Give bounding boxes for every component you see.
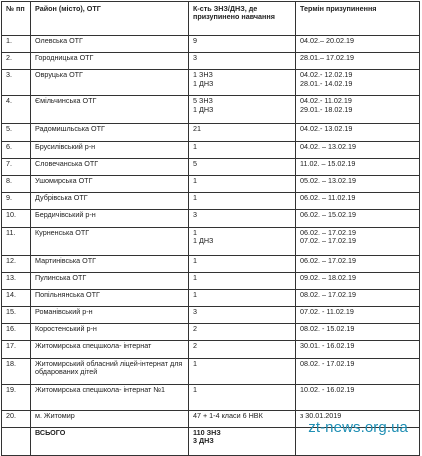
row-number: 6. — [2, 141, 31, 158]
row-district: Пулинська ОТГ — [31, 272, 189, 289]
row-count: 1 ЗНЗ 1 ДНЗ — [189, 70, 296, 96]
row-district: Бердичівський р-н — [31, 210, 189, 227]
row-number: 14. — [2, 289, 31, 306]
total-label: ВСЬОГО — [31, 427, 189, 455]
row-number: 3. — [2, 70, 31, 96]
row-number: 13. — [2, 272, 31, 289]
row-term: 06.02. – 15.02.19 — [296, 210, 420, 227]
row-count: 5 ЗНЗ 1 ДНЗ — [189, 96, 296, 124]
row-number: 5. — [2, 124, 31, 141]
row-district: Мартинівська ОТГ — [31, 255, 189, 272]
row-count: 3 — [189, 53, 296, 70]
row-district: Городницька ОТГ — [31, 53, 189, 70]
row-term: з 30.01.2019 — [296, 410, 420, 427]
row-term: 04.02.- 12.02.19 28.01.- 14.02.19 — [296, 70, 420, 96]
table-row — [2, 272, 420, 289]
row-district: Романівський р-н — [31, 307, 189, 324]
row-number: 7. — [2, 158, 31, 175]
table-row — [2, 141, 420, 158]
row-term: 04.02. – 13.02.19 — [296, 141, 420, 158]
row-term: 06.02. – 17.02.19 — [296, 255, 420, 272]
table-row — [2, 341, 420, 358]
header-district: Район (місто), ОТГ — [31, 2, 189, 36]
row-number: 17. — [2, 341, 31, 358]
row-district: Олевська ОТГ — [31, 36, 189, 53]
table-row — [2, 384, 420, 410]
row-district: Словечанська ОТГ — [31, 158, 189, 175]
row-term: 04.02.- 13.02.19 — [296, 124, 420, 141]
header-number: № пп — [2, 2, 31, 36]
row-term: 04.02.- 11.02.19 29.01.- 18.02.19 — [296, 96, 420, 124]
row-number: 1. — [2, 36, 31, 53]
table-row — [2, 158, 420, 175]
row-district: Ушомирська ОТГ — [31, 175, 189, 192]
row-term: 28.01.– 17.02.19 — [296, 53, 420, 70]
site-watermark: zt-news.org.ua — [308, 419, 408, 436]
row-term: 06.02. – 17.02.19 07.02. – 17.02.19 — [296, 227, 420, 255]
table-row — [2, 227, 420, 255]
row-term: 06.02. – 11.02.19 — [296, 193, 420, 210]
row-term: 05.02. – 13.02.19 — [296, 175, 420, 192]
table-row — [2, 36, 420, 53]
row-district: Попільнянська ОТГ — [31, 289, 189, 306]
table-row — [2, 289, 420, 306]
row-count: 3 — [189, 210, 296, 227]
row-term: 08.02. - 17.02.19 — [296, 358, 420, 384]
row-count: 1 — [189, 384, 296, 410]
row-count: 1 — [189, 255, 296, 272]
row-count: 1 — [189, 289, 296, 306]
table-row — [2, 255, 420, 272]
row-number: 20. — [2, 410, 31, 427]
row-district: Радомишльська ОТГ — [31, 124, 189, 141]
header-row — [2, 2, 420, 36]
table-row — [2, 358, 420, 384]
row-term: 04.02.– 20.02.19 — [296, 36, 420, 53]
row-term: 30.01. - 16.02.19 — [296, 341, 420, 358]
row-district: Овруцька ОТГ — [31, 70, 189, 96]
row-number: 9. — [2, 193, 31, 210]
row-district: Брусилівський р-н — [31, 141, 189, 158]
row-count: 3 — [189, 307, 296, 324]
row-number: 4. — [2, 96, 31, 124]
row-term: 10.02. - 16.02.19 — [296, 384, 420, 410]
total-number-cell — [2, 427, 31, 455]
row-district: Дубрівська ОТГ — [31, 193, 189, 210]
row-number: 10. — [2, 210, 31, 227]
table-row — [2, 175, 420, 192]
row-district: м. Житомир — [31, 410, 189, 427]
row-district: Житомирський обласний ліцей-інтернат для обдарованих дітей — [31, 358, 189, 384]
row-number: 12. — [2, 255, 31, 272]
row-district: Курненська ОТГ — [31, 227, 189, 255]
table-row — [2, 307, 420, 324]
row-term: 08.02. – 17.02.19 — [296, 289, 420, 306]
table-row — [2, 124, 420, 141]
row-term: 09.02. – 18.02.19 — [296, 272, 420, 289]
schools-suspension-table — [1, 1, 420, 456]
row-number: 15. — [2, 307, 31, 324]
row-term: 07.02. - 11.02.19 — [296, 307, 420, 324]
row-number: 8. — [2, 175, 31, 192]
table-row — [2, 70, 420, 96]
row-term: 08.02. - 15.02.19 — [296, 324, 420, 341]
row-number: 19. — [2, 384, 31, 410]
row-district: Коростенський р-н — [31, 324, 189, 341]
row-district: Ємільчинська ОТГ — [31, 96, 189, 124]
row-district: Житомирська спецшкола- інтернат — [31, 341, 189, 358]
row-count: 2 — [189, 341, 296, 358]
row-count: 1 — [189, 358, 296, 384]
table-row — [2, 210, 420, 227]
row-district: Житомирська спецшкола- інтернат №1 — [31, 384, 189, 410]
row-count: 1 — [189, 175, 296, 192]
table-row — [2, 96, 420, 124]
row-number: 2. — [2, 53, 31, 70]
row-count: 1 — [189, 272, 296, 289]
row-count: 1 1 ДНЗ — [189, 227, 296, 255]
row-count: 21 — [189, 124, 296, 141]
table-row — [2, 324, 420, 341]
header-term: Термін призупинення — [296, 2, 420, 36]
row-count: 47 + 1-4 класи 6 НВК — [189, 410, 296, 427]
row-count: 2 — [189, 324, 296, 341]
row-count: 5 — [189, 158, 296, 175]
header-count: К-сть ЗНЗ/ДНЗ, де призупинено навчання — [189, 2, 296, 36]
total-count: 110 ЗНЗ 3 ДНЗ — [189, 427, 296, 455]
row-term: 11.02. – 15.02.19 — [296, 158, 420, 175]
row-count: 1 — [189, 193, 296, 210]
row-count: 9 — [189, 36, 296, 53]
table-row — [2, 53, 420, 70]
row-number: 18. — [2, 358, 31, 384]
row-number: 11. — [2, 227, 31, 255]
row-count: 1 — [189, 141, 296, 158]
table-row — [2, 193, 420, 210]
row-number: 16. — [2, 324, 31, 341]
